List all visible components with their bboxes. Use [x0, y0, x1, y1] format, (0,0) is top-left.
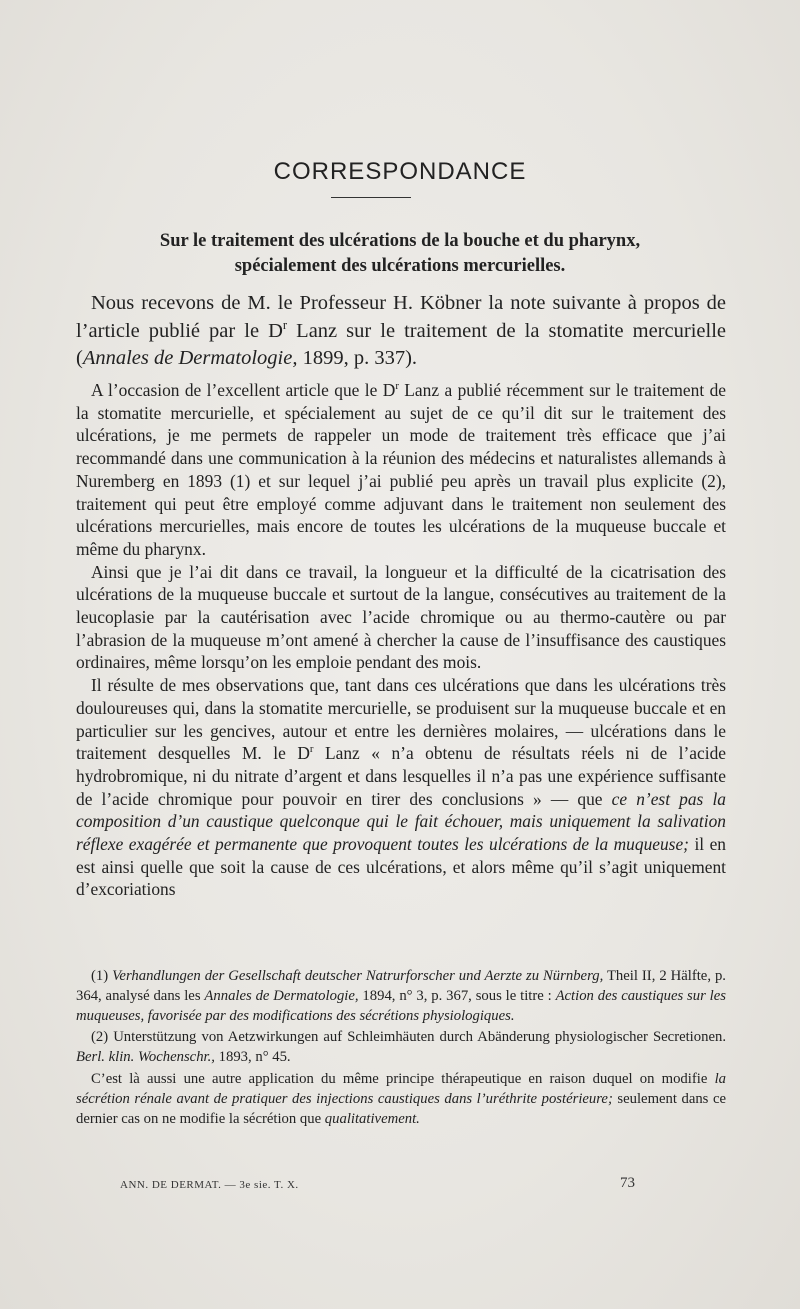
paragraph-3-text-b: Lanz « n’a obtenu de résultats réels ni de l’acide hydrobromique, ni du nitrate d’argent et dans lesquelles il n’a pas une expérience suffisante de l’acide chromique pour pouvoir en tirer des conclusions » — que [76, 743, 726, 809]
footnotes [76, 967, 726, 1131]
intro-text-1: Nous recevons de M. le Professeur H. Köbner la note suivante à propos de l’article publié par le D [76, 292, 726, 342]
paragraph-1-text-a: A l’occasion de l’excellent article que le D [91, 380, 396, 400]
footnote-1-journal: Annales de Dermatologie, [204, 987, 359, 1004]
intro-text-2: Lanz sur le traitement de la stomatite mercurielle ( [76, 319, 726, 369]
paragraph-1-text-b: Lanz a publié récemment sur le traitement de la stomatite mercurielle, et spécialement au sujet de ce qu’il dit sur le traitement des ulcérations, je me permets de rappeler un mode de traitement très efficace que j’ai recommandé dans une communication à la réunion des médecins et naturalistes allemands à Nuremberg en 1893 (1) et sur lequel j’ai publié peu après un travail plus explicite (2), traitement qui peut être employé comme adjuvant dans le traitement non seulement des ulcérations mercurielles, mais encore de toutes les ulcérations de la muqueuse buccale et même du pharynx. [76, 380, 726, 559]
paragraph-1-sup: r [395, 380, 399, 393]
article-title [76, 229, 724, 279]
footnote-3-emphasis: la sécrétion rénale avant de pratiquer des injections caustiques dans l’uréthrite postérieure; [76, 1070, 726, 1107]
footnote-1-text-b: 1894, n° 3, p. 367, sous le titre : [358, 987, 556, 1004]
footnote-3-text-a: C’est là aussi une autre application du même principe thérapeutique en raison duquel on modifie [91, 1070, 715, 1087]
section-heading: CORRESPONDANCE [273, 158, 527, 185]
footnote-3 [76, 1070, 726, 1129]
paragraph-1 [76, 379, 726, 561]
intro-paragraph [76, 290, 726, 373]
footnote-1 [76, 967, 726, 1026]
footnote-3-text-b: seulement dans ce dernier cas on ne modifie la sécrétion que [76, 1090, 726, 1127]
footnote-2-text-b: 1893, n° 45. [214, 1049, 291, 1066]
footnote-3-emphasis-2: qualitativement. [324, 1110, 420, 1127]
letter-body [76, 379, 726, 901]
paragraph-3-emphasis: ce n’est pas la composition d’un caustique quelconque qui le fait échouer, mais uniquement la salivation réflexe exagérée et permanente que provoquent toutes les ulcérations de la muqueuse; [76, 788, 726, 855]
paragraph-3-sup: r [309, 743, 314, 756]
footnote-2-journal: Berl. klin. Wochenschr., [76, 1049, 215, 1066]
page-footer [76, 1175, 726, 1197]
running-head: ANN. DE DERMAT. — 3e sie. T. X. [120, 1179, 299, 1191]
article-title-line-2: spécialement des ulcérations mercurielles. [234, 256, 566, 276]
footnote-1-title: Action des caustiques sur les muqueuses, favorisée par des modifications des sécrétions physiologiques. [76, 987, 726, 1024]
paragraph-2: Ainsi que je l’ai dit dans ce travail, la longueur et la difficulté de la cicatrisation des ulcérations de la muqueuse buccale et surtout de la langue, consécutives au traitement de la leucoplasie par la cautérisation avec l’acide chromique ou au thermo-cautère ou par l’abrasion de la muqueuse m’ont amené à chercher la cause de l’insuffisance des caustiques ordinaires, même lorsqu’on les emploie pendant des mois. [76, 561, 726, 673]
paragraph-3-text-c: il en est ainsi quelle que soit la cause de ces ulcérations, et alors même qu’il s’agit uniquement d’excoriations [76, 834, 726, 900]
intro-text-3: 1899, p. 337). [297, 347, 418, 369]
article-title-line-1: Sur le traitement des ulcérations de la bouche et du pharynx, [159, 231, 641, 251]
intro-journal: Annales de Dermatologie, [82, 347, 298, 369]
footnote-1-number: (1) [91, 968, 113, 984]
footnote-2-text-a: (2) Unterstützung von Aetzwirkungen auf Schleimhäuten durch Abänderung physiologischer Secretionen. [91, 1029, 726, 1046]
paragraph-3-text-a: Il résulte de mes observations que, tant dans ces ulcérations que dans les ulcérations très douloureuses qui, dans la stomatite mercurielle, se produisent sur la muqueuse buccale et en particulier sur les gencives, autour et entre les dernières molaires, — ulcérations dans le traitement desquelles M. le D [76, 675, 726, 764]
paragraph-3 [76, 674, 726, 901]
footnote-2 [76, 1028, 726, 1068]
heading-rule [331, 197, 411, 198]
footnote-1-citation: Verhandlungen der Gesellschaft deutscher Natrurforscher und Aerzte zu Nürnberg, [112, 968, 604, 984]
footnote-1-text-a: Theil II, 2 Hälfte, p. 364, analysé dans les [76, 968, 726, 1004]
intro-doctor-sup: r [282, 317, 288, 332]
page-number: 73 [620, 1175, 635, 1191]
